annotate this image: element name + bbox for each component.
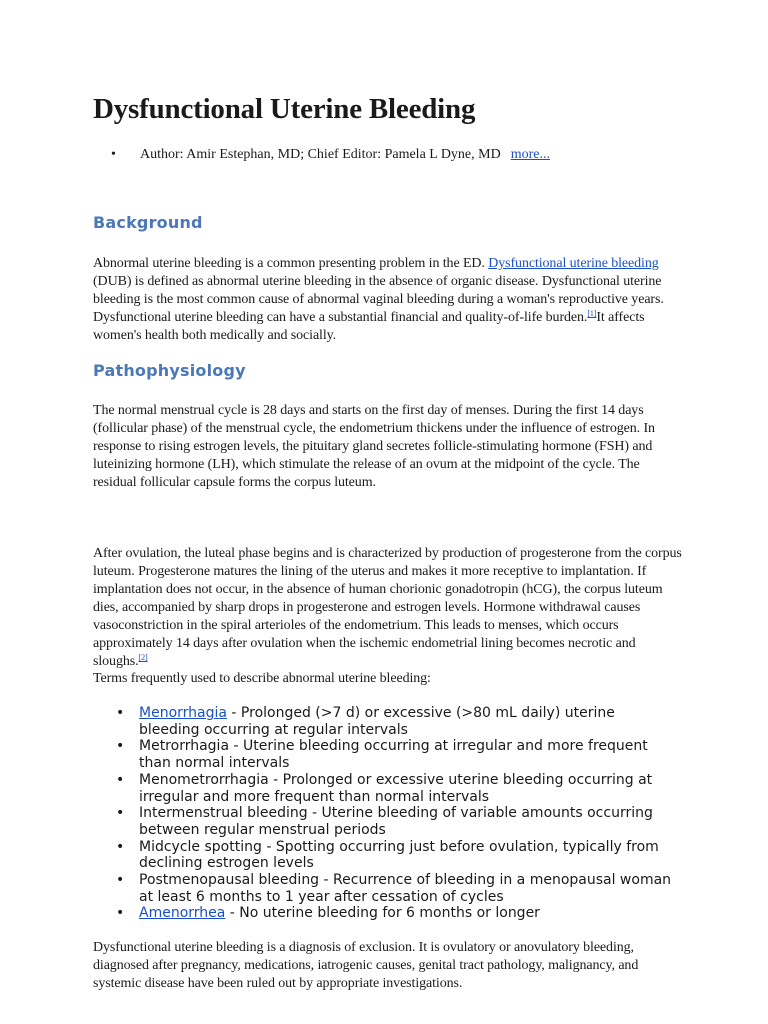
reference-link-1[interactable]: [1] bbox=[587, 309, 597, 318]
author-text: Author: Amir Estephan, MD; Chief Editor: Pamela L Dyne, MD bbox=[140, 147, 501, 162]
term-name: Menometrorrhagia bbox=[139, 771, 269, 788]
term-link[interactable]: Amenorrhea bbox=[139, 905, 226, 922]
term-list-item bbox=[93, 872, 679, 905]
terms-intro: Terms frequently used to describe abnormal uterine bleeding: bbox=[93, 671, 431, 686]
reference-link-2[interactable]: [2] bbox=[138, 653, 148, 662]
pathophysiology-paragraph-1: The normal menstrual cycle is 28 days and starts on the first day of menses. During the first 14 days (follicular phase) of the menstrual cycle, the endometrium thickens under the influence of estrogen. In response to rising estrogen levels, the pituitary gland secretes follicle-stimulating hormone (FSH) and luteinizing hormone (LH), which stimulate the release of an ovum at the midpoint of the cycle. The residual follicular capsule forms the corpus luteum. bbox=[93, 403, 655, 490]
term-link[interactable]: Menorrhagia bbox=[139, 705, 227, 721]
term-description: - Prolonged (>7 d) or excessive (>80 mL daily) uterine bleeding occurring at regular intervals bbox=[139, 705, 615, 738]
term-list-item bbox=[93, 738, 679, 771]
term-list-item bbox=[93, 905, 679, 922]
byline bbox=[113, 147, 550, 163]
text-span: It affects women's health both medically and socially. bbox=[93, 310, 645, 343]
pathophysiology-paragraph-3: Dysfunctional uterine bleeding is a diagnosis of exclusion. It is ovulatory or anovulatory bleeding, diagnosed after pregnancy, medications, iatrogenic causes, genital tract pathology, malignancy, and systemic disease have been ruled out by appropriate investigations. bbox=[93, 940, 639, 991]
term-description: - Recurrence of bleeding in a menopausal woman at least 6 months to 1 year after cessation of cycles bbox=[139, 872, 672, 905]
term-name: Metrorrhagia bbox=[139, 738, 230, 755]
page-title: Dysfunctional Uterine Bleeding bbox=[93, 93, 476, 125]
term-description: - Uterine bleeding of variable amounts occurring between regular menstrual periods bbox=[139, 805, 653, 838]
term-list-item bbox=[93, 772, 679, 805]
term-list-item bbox=[93, 839, 679, 872]
term-list-item bbox=[93, 805, 679, 838]
background-paragraph bbox=[93, 255, 683, 345]
term-description: - Spotting occurring just before ovulation, typically from declining estrogen levels bbox=[139, 838, 659, 872]
term-description: - Prolonged or excessive uterine bleeding occurring at irregular and more frequent than normal intervals bbox=[139, 771, 653, 805]
term-name: Intermenstrual bleeding bbox=[139, 805, 308, 822]
term-list-item bbox=[93, 705, 679, 738]
text-span: Abnormal uterine bleeding is a common presenting problem in the ED. bbox=[93, 256, 489, 271]
term-name: Postmenopausal bleeding bbox=[139, 872, 320, 889]
section-heading-background: Background bbox=[93, 213, 203, 232]
section-heading-pathophysiology: Pathophysiology bbox=[93, 361, 246, 380]
term-description: - Uterine bleeding occurring at irregular and more frequent than normal intervals bbox=[139, 738, 648, 772]
more-link[interactable]: more... bbox=[510, 147, 550, 162]
term-name: Midcycle spotting bbox=[139, 838, 262, 855]
terms-list bbox=[93, 705, 679, 922]
term-description: - No uterine bleeding for 6 months or longer bbox=[225, 905, 540, 922]
text-span: After ovulation, the luteal phase begins and is characterized by production of progesterone from the corpus luteum. Progesterone matures the lining of the uterus and makes it more receptive to implantation. If implantation does not occur, in the absence of human chorionic gonadotropin (hCG), the corpus luteum dies, accompanied by sharp drops in progesterone and estrogen levels. Hormone withdrawal causes vasoconstriction in the spiral arterioles of the endometrium. This leads to menses, which occurs approximately 14 days after ovulation when the ischemic endometrial lining becomes necrotic and sloughs. bbox=[93, 546, 682, 669]
pathophysiology-paragraph-2 bbox=[93, 545, 683, 671]
text-span: (DUB) is defined as abnormal uterine bleeding in the absence of organic disease. Dysfunctional uterine bleeding is the most common cause of abnormal vaginal bleeding during a woman's reproductive years. Dysfunctional uterine bleeding can have a substantial financial and quality-of-life burden. bbox=[93, 274, 664, 325]
dub-link[interactable]: Dysfunctional uterine bleeding bbox=[488, 256, 659, 271]
